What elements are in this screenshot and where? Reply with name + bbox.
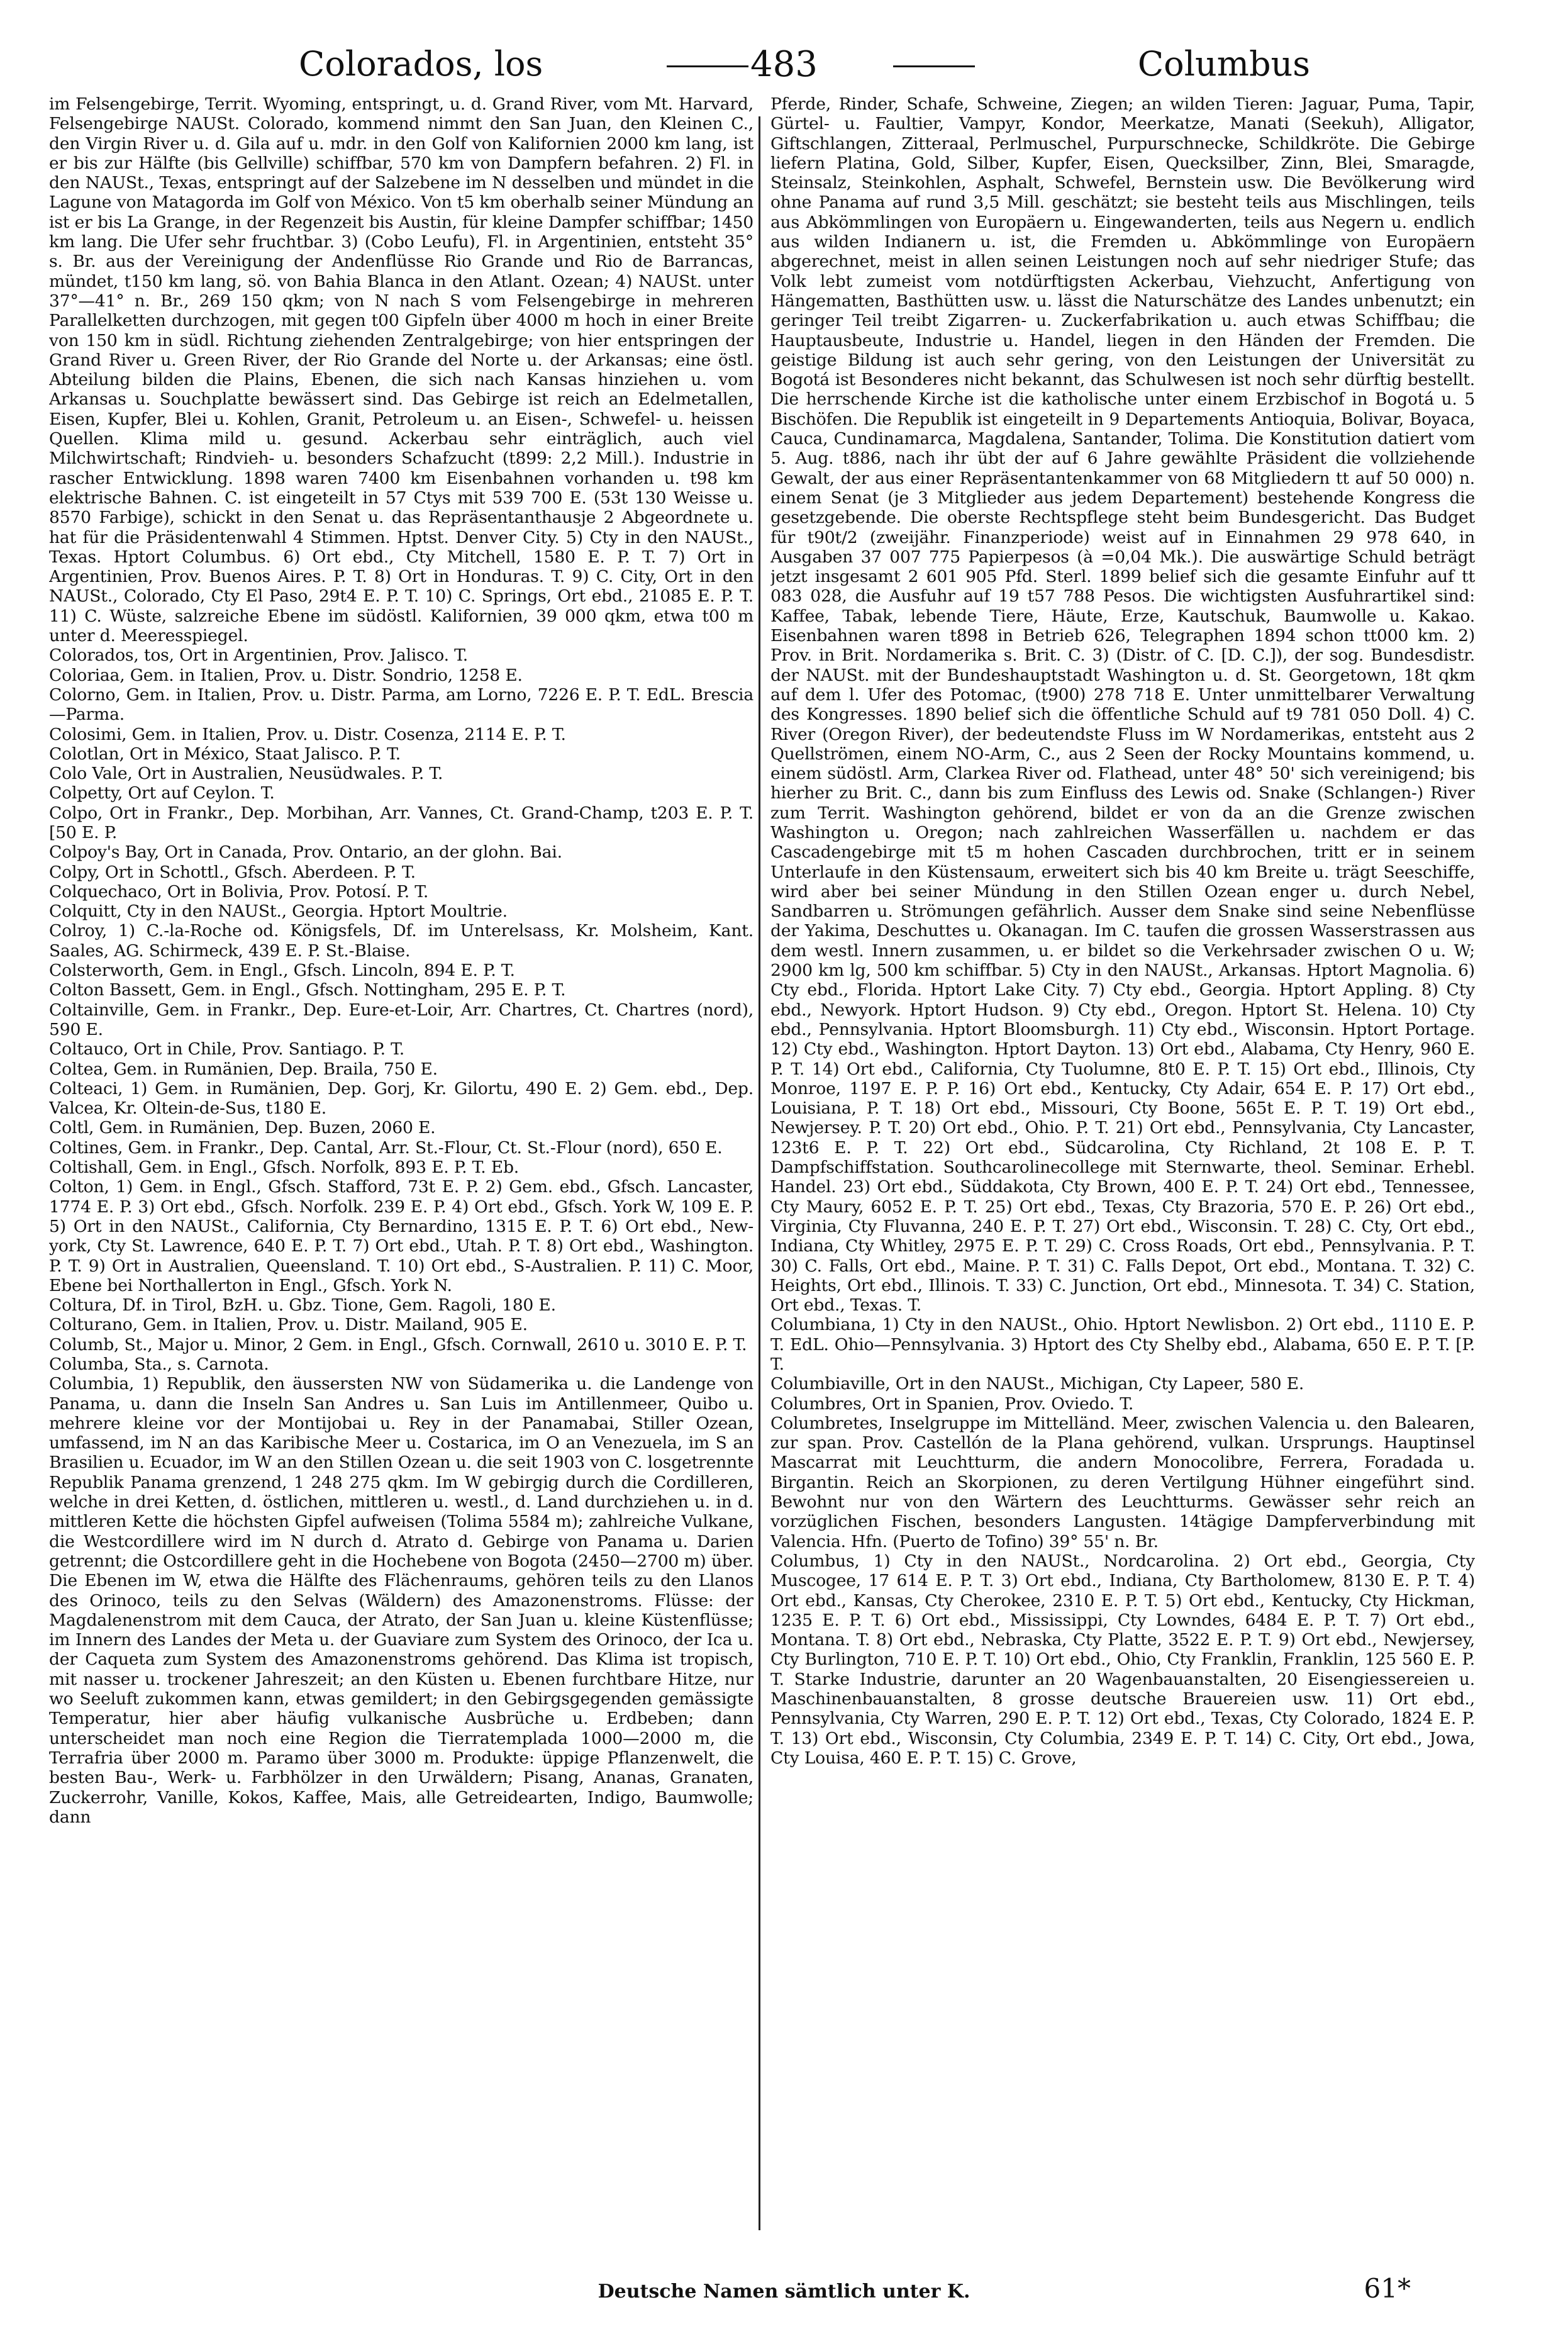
page-footer	[0, 2273, 1568, 2325]
header-rule-left	[667, 65, 748, 67]
dictionary-entry: Coltainville, Gem. in Frankr., Dep. Eure-et-Loir, Arr. Chartres, Ct. Chartres (nord), 590 E.	[49, 1000, 753, 1039]
dictionary-entry: Colpetty, Ort auf Ceylon. T.	[49, 783, 275, 803]
dictionary-entry: Colo Vale, Ort in Australien, Neusüdwales. P. T.	[49, 764, 443, 784]
dictionary-entry: Colosimi, Gem. in Italien, Prov. u. Distr. Cosenza, 2114 E. P. T.	[49, 724, 566, 744]
dictionary-entry: Columbretes, Inselgruppe im Mittelländ. Meer, zwischen Valencia u. den Balearen, zur span. Prov. Castellón de la Plana gehörend, vulkan. Ursprungs. Hauptinsel Mascarrat mit Leuchtturm, die andern Monocolibre, Ferrera, Foradada u. Birgantin. Reich an Skorpionen, zu deren Vertilgung Hühner eingeführt sind. Bewohnt nur von den Wärtern des Leuchtturms. Gewässer sehr reich an vorzüglichen Fischen, besonders Langusten. 14tägige Dampferverbindung mit Valencia. Hfn. (Puerto de Tofino) 39° 55' n. Br.	[770, 1413, 1475, 1551]
dictionary-entry: Coltea, Gem. in Rumänien, Dep. Braila, 750 E.	[49, 1059, 438, 1079]
dictionary-entry: Colsterworth, Gem. in Engl., Gfsch. Lincoln, 894 E. P. T.	[49, 961, 515, 981]
dictionary-entry: Colpy, Ort in Schottl., Gfsch. Aberdeen. P. T.	[49, 862, 416, 882]
dictionary-entry: Columbiana, 1) Cty in den NAUSt., Ohio. Hptort Newlisbon. 2) Ort ebd., 1110 E. P. T. EdL. Ohio—Pennsylvania. 3) Hptort des Cty Shelby ebd., Alabama, 650 E. P. T. [P. T.	[770, 1315, 1475, 1374]
dictionary-entry: Columbia, 1) Republik, den äussersten NW von Südamerika u. die Landenge von Panama, u. dann die Inseln San Andres u. San Luis im Antillenmeer, Quibo u. mehrere kleine vor der Montijobai u. Rey in der Panamabai, Stiller Ozean, umfassend, im N an das Karibische Meer u. Costarica, im O an Venezuela, im S an Brasilien u. Ecuador, im W an den Stillen Ozean u. die seit 1903 von C. losgetrennte Republik Panama grenzend, 1 248 275 qkm. Im W gebirgig durch die Cordilleren, welche in drei Ketten, d. östlichen, mittleren u. westl., d. Land durchziehen u. in d. mittleren Kette die höchsten Gipfel aufweisen (Tolima 5584 m); zahlreiche Vulkane, die Westcordillere wird im N durch d. Atrato d. Gebirge von Panama u. Darien getrennt; die Ostcordillere geht in die Hochebene von Bogota (2450—2700 m) über. Die Ebenen im W, etwa die Hälfte des Flächenraums, gehören teils zu den Llanos des Orinoco, teils zu den Selvas (Wäldern) des Amazonenstroms. Flüsse: der Magdalenenstrom mit dem Cauca, der Atrato, der San Juan u. kleine Küstenflüsse; im Innern des Landes der Meta u. der Guaviare zum System des Orinoco, der Ica u. der Caqueta zum System des Amazonenstroms gehörend. Das Klima ist tropisch, mit nasser u. trockener Jahreszeit; an den Küsten u. Ebenen furchtbare Hitze, nur wo Seeluft zukommen kann, etwas gemildert; in den Gebirgsgegenden gemässigte Temperatur, hier aber häufig vulkanische Ausbrüche u. Erdbeben; dann unterscheidet man noch eine Region die Tierratemplada 1000—2000 m, die Terrafria über 2000 m. Paramo über 3000 m. Produkte: üppige Pflanzenwelt, die besten Bau-, Werk- u. Farbhölzer in den Urwäldern; Pisang, Ananas, Granaten, Zuckerrohr, Vanille, Kokos, Kaffee, Mais, alle Getreidearten, Indigo, Baumwolle; dann	[49, 1374, 753, 1827]
dictionary-entry: Colorno, Gem. in Italien, Prov. u. Distr. Parma, am Lorno, 7226 E. P. T. EdL. Brescia—Parma.	[49, 684, 753, 725]
dictionary-entry: Coltura, Df. in Tirol, BzH. u. Gbz. Tione, Gem. Ragoli, 180 E.	[49, 1295, 556, 1315]
dictionary-entry: Columbiaville, Ort in den NAUSt., Michigan, Cty Lapeer, 580 E.	[770, 1374, 1304, 1394]
running-head-left: Colorados, los	[299, 44, 543, 84]
dictionary-entry: Coltishall, Gem. in Engl., Gfsch. Norfolk, 893 E. P. T. Eb.	[49, 1158, 520, 1178]
dictionary-entry: im Felsengebirge, Territ. Wyoming, entspringt, u. d. Grand River, vom Mt. Harvard, Felsengebirge NAUSt. Colorado, kommend nimmt den San Juan, den Kleinen C., den Virgin River u. d. Gila auf u. mdr. in den Golf von Kalifornien 2000 km lang, ist er bis zur Hälfte (bis Gellville) schiffbar, 570 km von Dampfern befahren. 2) Fl. in den NAUSt., Texas, entspringt auf der Salzebene im N desselben und mündet in die Lagune von Matagorda im Golf von México. Von t5 km oberhalb seiner Mündung an ist er bis La Grange, in der Regenzeit bis Austin, für kleine Dampfer schiffbar; 1450 km lang. Die Ufer sehr fruchtbar. 3) (Cobo Leufu), Fl. in Argentinien, entsteht 35° s. Br. aus der Vereinigung der Andenflüsse Rio Grande und Rio de Barrancas, mündet, t150 km lang, sö. von Bahia Blanca in den Atlant. Ozean; 4) NAUSt. unter 37°—41° n. Br., 269 150 qkm; von N nach S vom Felsengebirge in mehreren Parallelketten durchzogen, mit gegen t00 Gipfeln über 4000 m hoch in einer Breite von 150 km in südl. Richtung ziehenden Zentralgebirge; von hier entspringen der Grand River u. Green River, der Rio Grande del Norte u. der Arkansas; eine östl. Abteilung bilden die Plains, Ebenen, die sich nach Kansas hinziehen u. vom Arkansas u. Souchplatte bewässert sind. Das Gebirge ist reich an Edelmetallen, Eisen, Kupfer, Blei u. Kohlen, Granit, Petroleum u. an Eisen-, Schwefel- u. heissen Quellen. Klima mild u. gesund. Ackerbau sehr einträglich, auch viel Milchwirtschaft; Rindvieh- u. besonders Schafzucht (t899: 2,2 Mill.). Industrie in rascher Entwicklung. 1898 waren 7400 km Eisenbahnen vorhanden u. t98 km elektrische Bahnen. C. ist eingeteilt in 57 Ctys mit 539 700 E. (53t 130 Weisse u. 8570 Farbige), schickt in den Senat u. das Repräsentanthausje 2 Abgeordnete u. hat für die Präsidentenwahl 4 Stimmen. Hptst. Denver City. 5) Cty in den NAUSt., Texas. Hptort Columbus. 6) Ort ebd., Cty Mitchell, 1580 E. P. T. 7) Ort in Argentinien, Prov. Buenos Aires. P. T. 8) Ort in Honduras. T. 9) C. City, Ort in den NAUSt., Colorado, Cty El Paso, 29t4 E. P. T. 10) C. Springs, Ort ebd., 21085 E. P. T. 11) C. Wüste, salzreiche Ebene im südöstl. Kalifornien, 39 000 qkm, etwa t00 m unter d. Meeresspiegel.	[49, 94, 753, 646]
running-head-right: Columbus	[1137, 44, 1310, 84]
dictionary-entry: Coloriaa, Gem. in Italien, Prov. u. Distr. Sondrio, 1258 E.	[49, 665, 523, 685]
dictionary-entry: Colorados, tos, Ort in Argentinien, Prov. Jalisco. T.	[49, 645, 469, 666]
left-column	[49, 94, 753, 2227]
dictionary-entry: Coltines, Gem. in Frankr., Dep. Cantal, Arr. St.-Flour, Ct. St.-Flour (nord), 650 E.	[49, 1137, 723, 1158]
dictionary-entry: Colton Bassett, Gem. in Engl., Gfsch. Nottingham, 295 E. P. T.	[49, 980, 566, 1000]
page-number: 483	[750, 44, 818, 85]
dictionary-entry: Columba, Sta., s. Carnota.	[49, 1354, 269, 1374]
dictionary-entry: Colturano, Gem. in Italien, Prov. u. Distr. Mailand, 905 E.	[49, 1315, 528, 1335]
dictionary-entry: Colroy, 1) C.-la-Roche od. Königsfels, Df. im Unterelsass, Kr. Molsheim, Kant. Saales, AG. Schirmeck, 439 E. P. St.-Blaise.	[49, 921, 753, 961]
dictionary-entry: Coltl, Gem. in Rumänien, Dep. Buzen, 2060 E.	[49, 1118, 436, 1138]
column-divider	[759, 116, 760, 2230]
right-column	[770, 94, 1475, 2227]
dictionary-entry: Colteaci, 1) Gem. in Rumänien, Dep. Gorj, Kr. Gilortu, 490 E. 2) Gem. ebd., Dep. Valcea, Kr. Oltein-de-Sus, t180 E.	[49, 1078, 753, 1119]
dictionary-entry: Colquitt, Cty in den NAUSt., Georgia. Hptort Moultrie.	[49, 902, 508, 922]
dictionary-entry: Columb, St., Major u. Minor, 2 Gem. in Engl., Gfsch. Cornwall, 2610 u. 3010 E. P. T.	[49, 1334, 747, 1354]
dictionary-entry: Colpoy's Bay, Ort in Canada, Prov. Ontario, an der glohn. Bai.	[49, 842, 562, 863]
dictionary-entry: Pferde, Rinder, Schafe, Schweine, Ziegen; an wilden Tieren: Jaguar, Puma, Tapir, Gürtel- u. Faultier, Vampyr, Kondor, Meerkatze, Manati (Seekuh), Alligator, Giftschlangen, Zitteraal, Perlmuschel, Purpurschnecke, Schildkröte. Die Gebirge liefern Platina, Gold, Silber, Kupfer, Eisen, Quecksilber, Zinn, Blei, Smaragde, Steinsalz, Steinkohlen, Asphalt, Schwefel, Bernstein usw. Die Bevölkerung wird ohne Panama auf rund 3,5 Mill. geschätzt; sie besteht teils aus Mischlingen, teils aus Abkömmlingen von Europäern u. Eingewanderten, teils aus Negern u. endlich aus wilden Indianern u. ist, die Fremden u. Abkömmlinge von Europäern abgerechnet, meist in allen seinen Leistungen noch auf sehr niedriger Stufe; das Volk lebt zumeist vom notdürftigsten Ackerbau, Viehzucht, Anfertigung von Hängematten, Basthütten usw. u. lässt die Naturschätze des Landes unbenutzt; ein geringer Teil treibt Zigarren- u. Zuckerfabrikation u. auch etwas Schiffbau; die Hauptausbeute, Industrie u. Handel, liegen in den Händen der Fremden. Die geistige Bildung ist auch sehr gering, von den Leistungen der Universität zu Bogotá ist Besonderes nicht bekannt, das Schulwesen ist noch sehr dürftig bestellt. Die herrschende Kirche ist die katholische unter einem Erzbischof in Bogotá u. 5 Bischöfen. Die Republik ist eingeteilt in 9 Departements Antioquia, Bolivar, Boyaca, Cauca, Cundinamarca, Magdalena, Santander, Tolima. Die Konstitution datiert vom 5. Aug. t886, nach ihr übt der auf 6 Jahre gewählte Präsident die vollziehende Gewalt, der aus einer Repräsentantenkammer von 68 Mitgliedern tt auf 50 000) n. einem Senat (je 3 Mitglieder aus jedem Departement) bestehende Kongress die gesetzgebende. Die oberste Rechtspflege steht beim Bundesgericht. Das Budget für t90t/2 (zweijähr. Finanzperiode) weist auf in Einnahmen 29 978 640, in Ausgaben 37 007 775 Papierpesos (à =0,04 Mk.). Die auswärtige Schuld beträgt jetzt insgesamt 2 601 905 Pfd. Sterl. 1899 belief sich die gesamte Einfuhr auf tt 083 028, die Ausfuhr auf 19 t57 788 Pesos. Die wichtigsten Ausfuhrartikel sind: Kaffee, Tabak, lebende Tiere, Häute, Erze, Kautschuk, Baumwolle u. Kakao. Eisenbahnen waren t898 in Betrieb 626, Telegraphen 1894 schon tt000 km. 2) Prov. in Brit. Nordamerika s. Brit. C. 3) (Distr. of C. [D. C.]), der sog. Bundesdistr. der NAUSt. mit der Bundeshauptstadt Washington u. d. St. Georgetown, 18t qkm auf dem l. Ufer des Potomac, (t900) 278 718 E. Unter unmittelbarer Verwaltung des Kongresses. 1890 belief sich die öffentliche Schuld auf t9 781 050 Doll. 4) C. River (Oregon River), der bedeutendste Fluss im W Nordamerikas, entsteht aus 2 Quellströmen, einem NO-Arm, C., aus 2 Seen der Rocky Mountains kommend, u. einem südöstl. Arm, Clarkea River od. Flathead, unter 48° 50' sich vereinigend; bis hierher zu Brit. C., dann bis zum Einfluss des Lewis od. Snake (Schlangen-) River zum Territ. Washington gehörend, bildet er von da an die Grenze zwischen Washington u. Oregon; nach zahlreichen Wasserfällen u. nachdem er das Cascadengebirge mit t5 m hohen Cascaden durchbrochen, tritt er in seinem Unterlaufe in den Küstensaum, erweitert sich bis 40 km Breite u. trägt Seeschiffe, wird aber bei seiner Mündung in den Stillen Ozean enger u. durch Nebel, Sandbarren u. Strömungen gefährlich. Ausser dem Snake sind seine Nebenflüsse der Yakima, Deschuttes u. Okanagan. Im C. taufen die grossen Wasserstrassen aus dem westl. Innern zusammen, u. er bildet so die Verkehrsader zwischen O u. W; 2900 km lg, 500 km schiffbar. 5) Cty in den NAUSt., Arkansas. Hptort Magnolia. 6) Cty ebd., Florida. Hptort Lake City. 7) Cty ebd., Georgia. Hptort Appling. 8) Cty ebd., Newyork. Hptort Hudson. 9) Cty ebd., Oregon. Hptort St. Helena. 10) Cty ebd., Pennsylvania. Hptort Bloomsburgh. 11) Cty ebd., Wisconsin. Hptort Portage. 12) Cty ebd., Washington. Hptort Dayton. 13) Ort ebd., Alabama, Cty Henry, 960 E. P. T. 14) Ort ebd., California, Cty Tuolumne, 8t0 E. P. T. 15) Ort ebd., Illinois, Cty Monroe, 1197 E. P. P. 16) Ort ebd., Kentucky, Cty Adair, 654 E. P. 17) Ort ebd., Louisiana, P. T. 18) Ort ebd., Missouri, Cty Boone, 565t E. P. T. 19) Ort ebd., Newjersey. P. T. 20) Ort ebd., Ohio. P. T. 21) Ort ebd., Pennsylvania, Cty Lancaster, 123t6 E. P. T. 22) Ort ebd., Südcarolina, Cty Richland, 2t 108 E. P. T. Dampfschiffstation. Southcarolinecollege mit Sternwarte, theol. Seminar. Erhebl. Handel. 23) Ort ebd., Süddakota, Cty Brown, 400 E. P. T. 24) Ort ebd., Tennessee, Cty Maury, 6052 E. P. T. 25) Ort ebd., Texas, Cty Brazoria, 570 E. P. 26) Ort ebd., Virginia, Cty Fluvanna, 240 E. P. T. 27) Ort ebd., Wisconsin. T. 28) C. Cty, Ort ebd., Indiana, Cty Whitley, 2975 E. P. T. 29) C. Cross Roads, Ort ebd., Pennsylvania. P. T. 30) C. Falls, Ort ebd., Maine. P. T. 31) C. Falls Depot, Ort ebd., Montana. T. 32) C. Heights, Ort ebd., Illinois. T. 33) C. Junction, Ort ebd., Minnesota. T. 34) C. Station, Ort ebd., Texas. T.	[770, 94, 1475, 1315]
footer-note: Deutsche Namen sämtlich unter K.	[598, 2281, 970, 2303]
dictionary-entry: Colquechaco, Ort in Bolivia, Prov. Potosí. P. T.	[49, 881, 429, 902]
dictionary-entry: Coltauco, Ort in Chile, Prov. Santiago. P. T.	[49, 1039, 405, 1059]
dictionary-entry: Colton, 1) Gem. in Engl., Gfsch. Stafford, 73t E. P. 2) Gem. ebd., Gfsch. Lancaster, 1774 E. P. 3) Ort ebd., Gfsch. Norfolk. 239 E. P. 4) Ort ebd., Gfsch. York W, 109 E. P. 5) Ort in den NAUSt., California, Cty Bernardino, 1315 E. P. T. 6) Ort ebd., New-york, Cty St. Lawrence, 640 E. P. T. 7) Ort ebd., Utah. P. T. 8) Ort ebd., Washington. P. T. 9) Ort in Australien, Queensland. T. 10) Ort ebd., S-Australien. P. 11) C. Moor, Ebene bei Northallerton in Engl., Gfsch. York N.	[49, 1177, 753, 1295]
signature-mark: 61*	[1364, 2273, 1411, 2304]
dictionary-entry: Colpo, Ort in Frankr., Dep. Morbihan, Arr. Vannes, Ct. Grand-Champ, t203 E. P. T. [50 E. P.	[49, 803, 753, 842]
header-rule-right	[893, 65, 975, 67]
dictionary-entry: Columbres, Ort in Spanien, Prov. Oviedo. T.	[770, 1393, 1134, 1414]
dictionary-entry: Colotlan, Ort in México, Staat Jalisco. P. T.	[49, 744, 401, 764]
dictionary-entry: Columbus, 1) Cty in den NAUSt., Nordcarolina. 2) Ort ebd., Georgia, Cty Muscogee, 17 614 E. P. T. 3) Ort ebd., Indiana, Cty Bartholomew, 8130 E. P. T. 4) Ort ebd., Kansas, Cty Cherokee, 2310 E. P. T. 5) Ort ebd., Kentucky, Cty Hickman, 1235 E. P. T. 6) Ort ebd., Mississippi, Cty Lowndes, 6484 E. P. T. 7) Ort ebd., Montana. T. 8) Ort ebd., Nebraska, Cty Platte, 3522 E. P. T. 9) Ort ebd., Newjersey, Cty Burlington, 710 E. P. T. 10) Ort ebd., Ohio, Cty Franklin, Franklin, 125 560 E. P. T. Starke Industrie, darunter an 20 Wagenbauanstalten, 20 Eisengiessereien u. Maschinenbauanstalten, 8 grosse deutsche Brauereien usw. 11) Ort ebd., Pennsylvania, Cty Warren, 290 E. P. T. 12) Ort ebd., Texas, Cty Colorado, 1824 E. P. T. 13) Ort ebd., Wisconsin, Cty Columbia, 2349 E. P. T. 14) C. City, Ort ebd., Jowa, Cty Louisa, 460 E. P. T. 15) C. Grove,	[770, 1551, 1475, 1768]
